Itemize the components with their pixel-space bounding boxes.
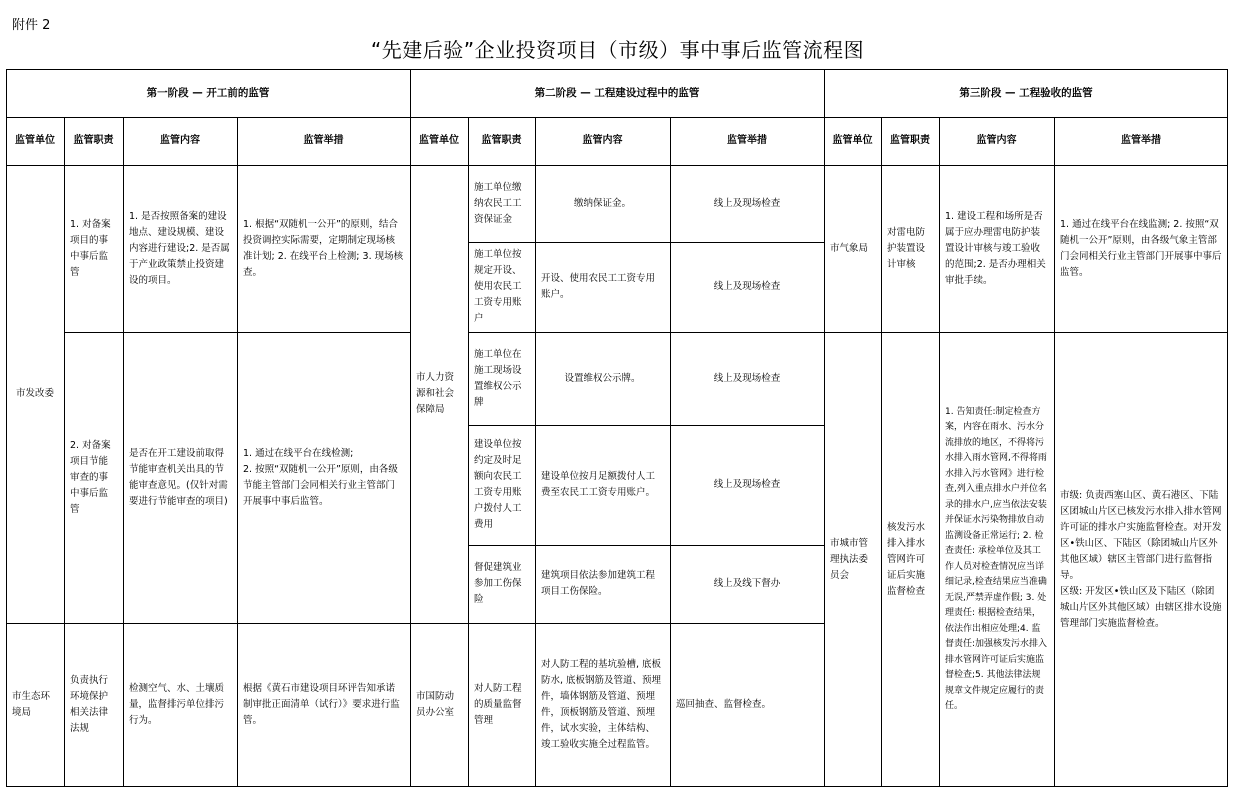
stage2-unit-hr: 市人力资源和社会保障局 <box>416 372 455 415</box>
col-header-content: 监管内容 <box>160 135 200 146</box>
stage2-measure-rf: 巡回抽查、监督检查。 <box>676 699 772 710</box>
stage2-measure-row-4: 线上及现场检查 <box>713 479 781 490</box>
col-header-content: 监管内容 <box>582 135 623 146</box>
stage1-measure-eco: 根据《黄石市建设项目环评告知承诺制审批正面清单（试行）》要求进行监管。 <box>243 683 400 726</box>
stage2-content-row-1: 缴纳保证金。 <box>573 197 631 209</box>
stage3-duty-cg: 核发污水排入排水管网许可证后实施监督检查 <box>887 521 926 597</box>
stage2-content-rf: 对人防工程的基坑验槽, 底板防水, 底板钢筋及管道、预埋件，墙体钢筋及管道、预埋件，顶板钢筋及管道、预埋件，试水实验，主体结构、竣工验收实施全过程监管。 <box>541 659 662 750</box>
stage-3-header: 第三阶段 — 工程验收的监管 <box>959 87 1093 99</box>
stage1-duty-energy: 2. 对备案项目节能审查的事中事后监管 <box>70 439 111 515</box>
stage2-duty-row-2: 施工单位按规定开设、使用农民工工资专用账户 <box>474 249 522 324</box>
col-header-unit: 监管单位 <box>15 135 55 146</box>
stage3-unit-qx: 市气象局 <box>830 242 869 254</box>
stage1-measure-energy: 1. 通过在线平台在线检测; 2. 按照“双随机一公开”原则，由各级节能主管部门会同相关行业主管部门开展事中事后监管。 <box>243 447 398 507</box>
col-header-duty: 监管职责 <box>73 135 114 146</box>
stage2-measure-row-2: 线上及现场检查 <box>713 281 781 292</box>
col-header-duty: 监管职责 <box>481 135 522 146</box>
stage1-content-energy: 是否在开工建设前取得节能审查机关出具的节能审查意见。(仅针对需要进行节能审查的项目) <box>129 447 228 507</box>
stage2-duty-row-4: 建设单位按约定及时足额向农民工工资专用账户拨付人工费用 <box>474 439 522 530</box>
col-header-unit: 监管单位 <box>832 135 873 146</box>
stage1-measure-filing: 1. 根据“双随机一公开”的原则，结合投资调控实际需要，定期制定现场核准计划; 2. 在线平台上检测; 3. 现场核查。 <box>243 218 404 278</box>
stage2-content-row-4: 建设单位按月足额拨付人工费至农民工工资专用账户。 <box>541 471 656 498</box>
stage1-duty-filing: 1. 对备案项目的事中事后监管 <box>70 218 111 278</box>
stage2-measure-row-5: 线上及线下督办 <box>713 578 781 589</box>
col-header-measure: 监管举措 <box>727 135 767 146</box>
stage2-duty-row-1: 施工单位缴纳农民工工资保证金 <box>474 181 522 225</box>
stage2-content-row-2: 开设、使用农民工工资专用账户。 <box>541 273 656 300</box>
supervision-flow-table <box>6 69 1228 787</box>
annex-label: 附件 2 <box>12 18 51 33</box>
col-header-measure: 监管举措 <box>1121 135 1161 146</box>
stage2-measure-row-1: 线上及现场检查 <box>713 197 781 209</box>
stage-2-header: 第二阶段 — 工程建设过程中的监管 <box>534 87 700 99</box>
stage2-content-row-5: 建筑项目依法参加建筑工程项目工伤保险。 <box>541 570 656 597</box>
stage3-content-qx: 1. 建设工程和场所是否属于应办理雷电防护装置设计审核与竣工验收的范围;2. 是否办理相关审批手续。 <box>945 210 1046 286</box>
col-header-unit: 监管单位 <box>419 135 459 146</box>
stage2-measure-row-3: 线上及现场检查 <box>713 372 781 384</box>
page-title: “先建后验”企业投资项目（市级）事中事后监管流程图 <box>370 38 865 62</box>
stage3-duty-qx: 对雷电防护装置设计审核 <box>887 226 926 270</box>
stage3-unit-cg: 市城市管理执法委员会 <box>830 537 869 581</box>
stage1-unit-fgw: 市发改委 <box>15 388 54 399</box>
stage3-content-cg: 1. 告知责任:制定检查方案，内容在雨水、污水分流排放的地区，不得将污水排入雨水管网,不得将雨水排入污水管网》进行检查,列入重点排水户并位名录的排水户,应当依法安装并保证水污染物排放自动监测设备正常运行; 2. 检查责任: 承检单位及其工作人员对检查情况应当详细记录,检查结果应当准确无误,严禁弄虚作假; 3. 处理责任: 根据检查结果，依法作出相应处理;4. 监督责任:加强核发污水排入排水管网许可证后实施监督检查;5. 其他法律法规规章文件规定应履行的责任。 <box>945 406 1048 711</box>
stage3-measure-cg: 市级: 负责西塞山区、黄石港区、下陆区团城山片区已核发污水排入排水管网许可证的排水户实施监督检查。对开发区•铁山区、下陆区（除团城山片区外其他区域）辖区主管部门进行监督指导。 区级: 开发区•铁山区及下陆区（除团城山片区外其他区域）由辖区排水设施管理部门实施监督检查。 <box>1060 489 1222 629</box>
stage-1-header: 第一阶段 — 开工前的监管 <box>146 87 270 99</box>
stage2-duty-row-3: 施工单位在施工现场设置维权公示牌 <box>474 348 522 408</box>
col-header-content: 监管内容 <box>976 135 1017 146</box>
stage3-measure-qx: 1. 通过在线平台在线监测; 2. 按照“双随机一公开”原则，由各级气象主管部门会同相关行业主管部门开展事中事后监管。 <box>1060 218 1222 278</box>
stage2-duty-row-5: 督促建筑业参加工伤保险 <box>474 562 522 605</box>
col-header-duty: 监管职责 <box>890 135 930 146</box>
stage2-duty-rf: 对人防工程的质量监督管理 <box>474 683 522 726</box>
stage1-duty-eco: 负责执行环境保护相关法律法规 <box>70 675 109 734</box>
col-header-measure: 监管举措 <box>303 135 344 146</box>
stage2-content-row-3: 设置维权公示牌。 <box>564 372 641 384</box>
stage2-unit-rf: 市国防动员办公室 <box>416 691 455 718</box>
stage1-content-filing: 1. 是否按照备案的建设地点、建设规模、建设内容进行建设;2. 是否属于产业政策禁止投资建设的项目。 <box>129 210 230 286</box>
stage1-unit-eco: 市生态环境局 <box>12 691 51 718</box>
stage1-content-eco: 检测空气、水、土壤质量，监督排污单位排污行为。 <box>129 683 225 726</box>
